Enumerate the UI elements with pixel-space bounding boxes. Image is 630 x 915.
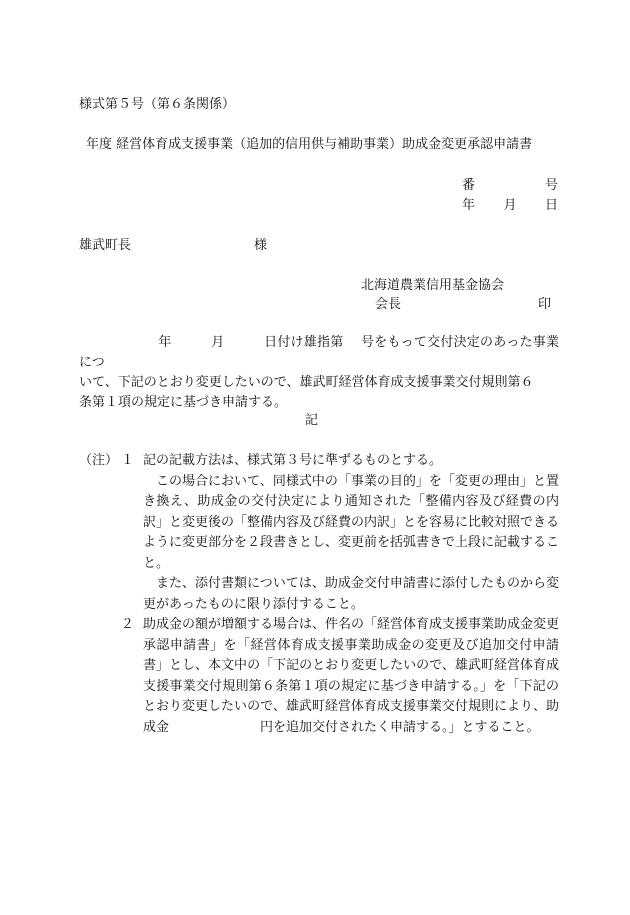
notes-section [79,451,559,738]
ki-heading: 記 [305,413,319,428]
note-number: ２ [121,617,135,632]
document-number-field [462,179,558,192]
body-text [79,333,559,413]
date-month: 月 [503,198,517,213]
note-number: １ [121,453,135,468]
applicant-organization: 北海道農業信用基金協会 [361,278,505,293]
note-item [121,615,559,738]
note-paragraph: この場合において、同様式中の「事業の目的」を「変更の理由」と置き換え、助成金の交付決定により通知された「整備内容及び経費の内訳」と変更後の「整備内容及び経費の内訳」とを容易に比較対照できるように変更部分を２段書きとし、変更前を括弧書きで上段に記載すること。 [143,473,560,571]
date-year: 年 [462,198,476,213]
document-title: 年度 経営体育成支援事業（追加的信用供与補助事業）助成金変更承認申請書 [86,137,533,152]
note-body [143,451,559,615]
number-label: 番 [462,178,476,193]
notes-mark: （注） [79,453,119,468]
note-item [79,451,559,615]
addressee-honorific: 様 [254,238,268,253]
number-suffix: 号 [544,178,558,193]
addressee: 雄武町長 [79,238,132,253]
document-date-field [462,199,558,212]
body-line: 条第１項の規定に基づき申請する。 [79,395,288,410]
form-number: 様式第５号（第６条関係） [79,97,236,112]
body-line: いて、下記のとおり変更したいので、雄武町経営体育成支援事業交付規則第６ [79,375,534,390]
note-body [143,615,559,738]
note-paragraph: 記の記載方法は、様式第３号に準ずるものとする。 [143,453,443,468]
body-line: 年 月 日付け雄指第 号をもって交付決定のあった事業につ [79,335,559,370]
note-paragraph: 助成金の額が増額する場合は、件名の「経営体育成支援事業助成金変更承認申請書」を「経営体育成支援事業助成金の変更及び追加交付申請書」とし、本文中の「下記のとおり変更したいので、雄武町経営体育成支援事業交付規則第６条第１項の規定に基づき申請する。」を「下記のとおり変更したいので、雄武町経営体育成支援事業交付規則により、助成金 円を追加交付されたく申請する。」とすること。 [143,617,560,735]
date-day: 日 [544,198,558,213]
note-paragraph: また、添付書類については、助成金交付申請書に添付したものから変更があったものに限り添付すること。 [143,576,559,612]
seal-mark: 印 [538,297,552,312]
applicant-title: 会長 [375,297,402,312]
